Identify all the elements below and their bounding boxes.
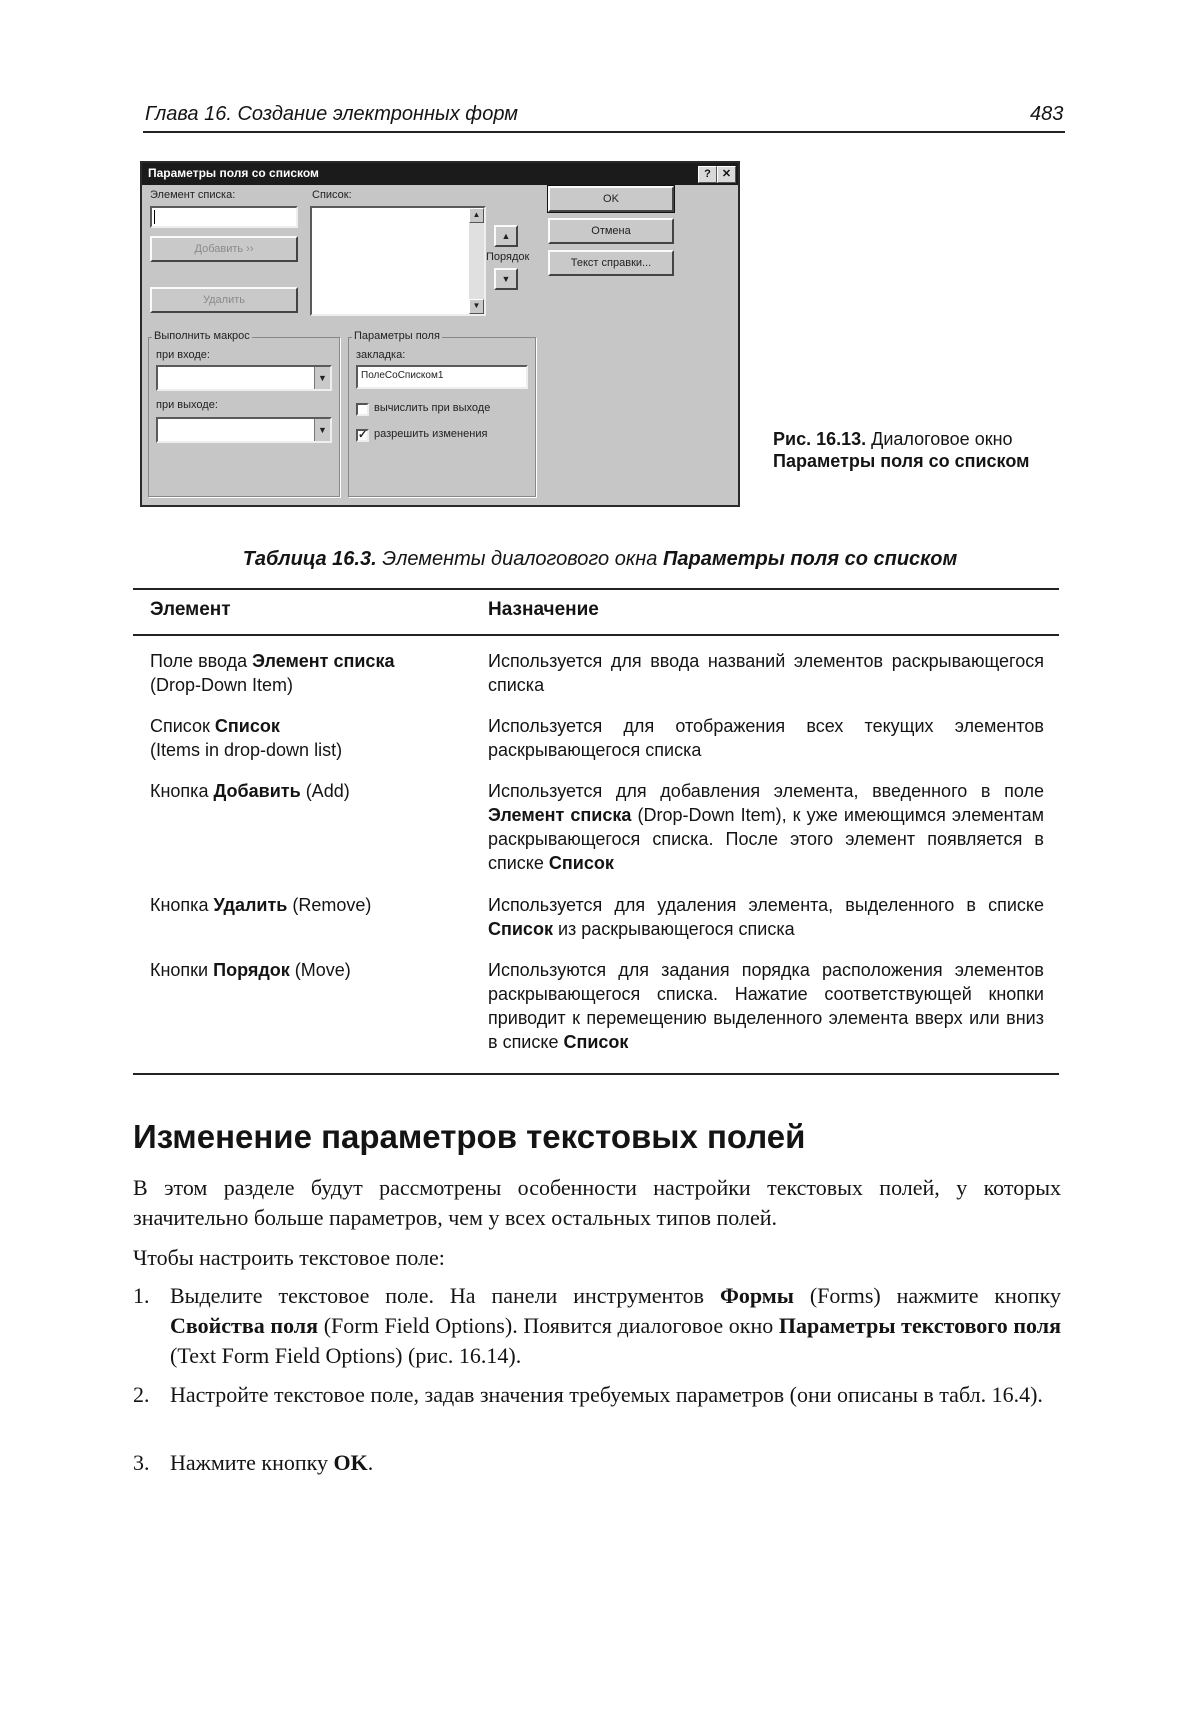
page-number: 483 xyxy=(1030,103,1064,125)
move-label: Порядок xyxy=(486,251,530,263)
remove-button[interactable]: Удалить xyxy=(150,287,298,313)
calc-on-exit-checkbox[interactable] xyxy=(356,403,369,416)
figure-number: Рис. 16.13. xyxy=(773,429,867,449)
chevron-down-icon[interactable]: ▼ xyxy=(314,367,330,389)
dialog-titlebar xyxy=(142,163,738,185)
list-scrollbar[interactable] xyxy=(469,208,484,314)
move-up-button[interactable]: ▲ xyxy=(494,225,518,247)
table-row-purpose: Используется для добавления элемента, введенного в поле Элемент списка (Drop-Down Item), к уже имеющимся элементам раскрывающегося списка. После этого элемент появляется в списке Список xyxy=(488,781,1044,873)
bookmark-label: закладка: xyxy=(356,349,406,361)
table-row-purpose: Используется для отображения всех текущих элементов раскрывающегося списка xyxy=(488,716,1044,760)
step-text: Настройте текстовое поле, задав значения требуемых параметров (они описаны в табл. 16.4). xyxy=(170,1382,1043,1407)
dropdown-options-dialog xyxy=(140,161,740,507)
bookmark-value: ПолеСоСписком1 xyxy=(361,370,444,381)
chevron-down-icon[interactable]: ▼ xyxy=(314,419,330,441)
items-listbox[interactable] xyxy=(310,206,486,316)
list-label: Список: xyxy=(312,189,352,201)
scroll-down-icon[interactable]: ▼ xyxy=(469,299,484,314)
table-title-bold: Параметры поля со списком xyxy=(662,548,958,570)
column-header-purpose: Назначение xyxy=(488,599,599,620)
table-number: Таблица 16.3. xyxy=(242,548,377,570)
table-row-purpose: Используется для удаления элемента, выделенного в списке Список из раскрывающегося списка xyxy=(488,895,1044,939)
table-row-element: Кнопка Добавить (Add) xyxy=(150,781,350,801)
enable-changes-checkbox[interactable]: ✓ xyxy=(358,429,368,441)
element-label: Элемент списка: xyxy=(150,189,236,201)
figure-caption-text: Диалоговое окно xyxy=(871,429,1013,449)
table-row-purpose: Используются для задания порядка расположения элементов раскрывающегося списка. Нажатие соответствующей кнопки приводит к перемещению выделенного элемента вверх или вниз в списке Список xyxy=(488,960,1044,1052)
step-text: Выделите текстовое поле. На панели инструментов Формы (Forms) нажмите кнопку Свойства поля (Form Field Options). Появится диалоговое окно Параметры текстового поля (Text Form Field Options) (рис. 16.14). xyxy=(170,1283,1062,1368)
section-heading: Изменение параметров текстовых полей xyxy=(133,1118,806,1155)
table-top-rule xyxy=(133,588,1059,590)
add-button[interactable]: Добавить ›› xyxy=(150,236,298,262)
table-bottom-rule xyxy=(133,1073,1059,1075)
running-title: Глава 16. Создание электронных форм xyxy=(145,103,518,125)
text-cursor xyxy=(154,210,155,224)
close-icon[interactable]: ✕ xyxy=(717,166,736,183)
table-title-text: Элементы диалогового окна xyxy=(382,548,658,570)
help-icon[interactable]: ? xyxy=(698,166,717,183)
figure-caption-bold: Параметры поля со списком xyxy=(773,451,1030,471)
step-number: 3. xyxy=(133,1450,150,1475)
on-entry-combo[interactable] xyxy=(156,365,332,391)
macro-group-title: Выполнить макрос xyxy=(154,330,250,342)
table-row-purpose: Используется для ввода названий элементов раскрывающегося списка xyxy=(488,651,1044,695)
on-entry-label: при входе: xyxy=(156,349,210,361)
table-title xyxy=(140,548,1060,571)
table-header-rule xyxy=(133,634,1059,636)
help-text-button[interactable]: Текст справки... xyxy=(548,250,674,276)
figure-caption xyxy=(773,428,1043,472)
on-exit-combo[interactable] xyxy=(156,417,332,443)
table-row-element: Кнопка Удалить (Remove) xyxy=(150,895,372,915)
calc-on-exit-label: вычислить при выходе xyxy=(374,402,491,414)
step-number: 2. xyxy=(133,1382,150,1407)
table-row-element: Кнопки Порядок (Move) xyxy=(150,960,351,980)
step-text: Нажмите кнопку OK. xyxy=(170,1450,374,1475)
enable-changes-label: разрешить изменения xyxy=(374,428,488,440)
header-rule xyxy=(143,131,1065,133)
table-row-element: Список Список (Items in drop-down list) xyxy=(150,716,343,760)
intro-paragraph: В этом разделе будут рассмотрены особенности настройки текстовых полей, у которых значительно больше параметров, чем у всех остальных типов полей. xyxy=(133,1175,1061,1230)
on-exit-label: при выходе: xyxy=(156,399,218,411)
table-row-element: Поле ввода Элемент списка (Drop-Down Item) xyxy=(150,651,395,695)
step-number: 1. xyxy=(133,1283,150,1308)
move-down-button[interactable]: ▼ xyxy=(494,268,518,290)
field-settings-groupbox xyxy=(348,337,536,497)
cancel-button[interactable]: Отмена xyxy=(548,218,674,244)
column-header-element: Элемент xyxy=(150,599,231,620)
bookmark-input[interactable] xyxy=(356,365,528,389)
lead-paragraph: Чтобы настроить текстовое поле: xyxy=(133,1245,445,1270)
scroll-up-icon[interactable]: ▲ xyxy=(469,208,484,223)
field-group-title: Параметры поля xyxy=(354,330,440,342)
element-input[interactable] xyxy=(150,206,298,228)
ok-button[interactable]: OK xyxy=(548,186,674,212)
dialog-title: Параметры поля со списком xyxy=(148,166,319,180)
